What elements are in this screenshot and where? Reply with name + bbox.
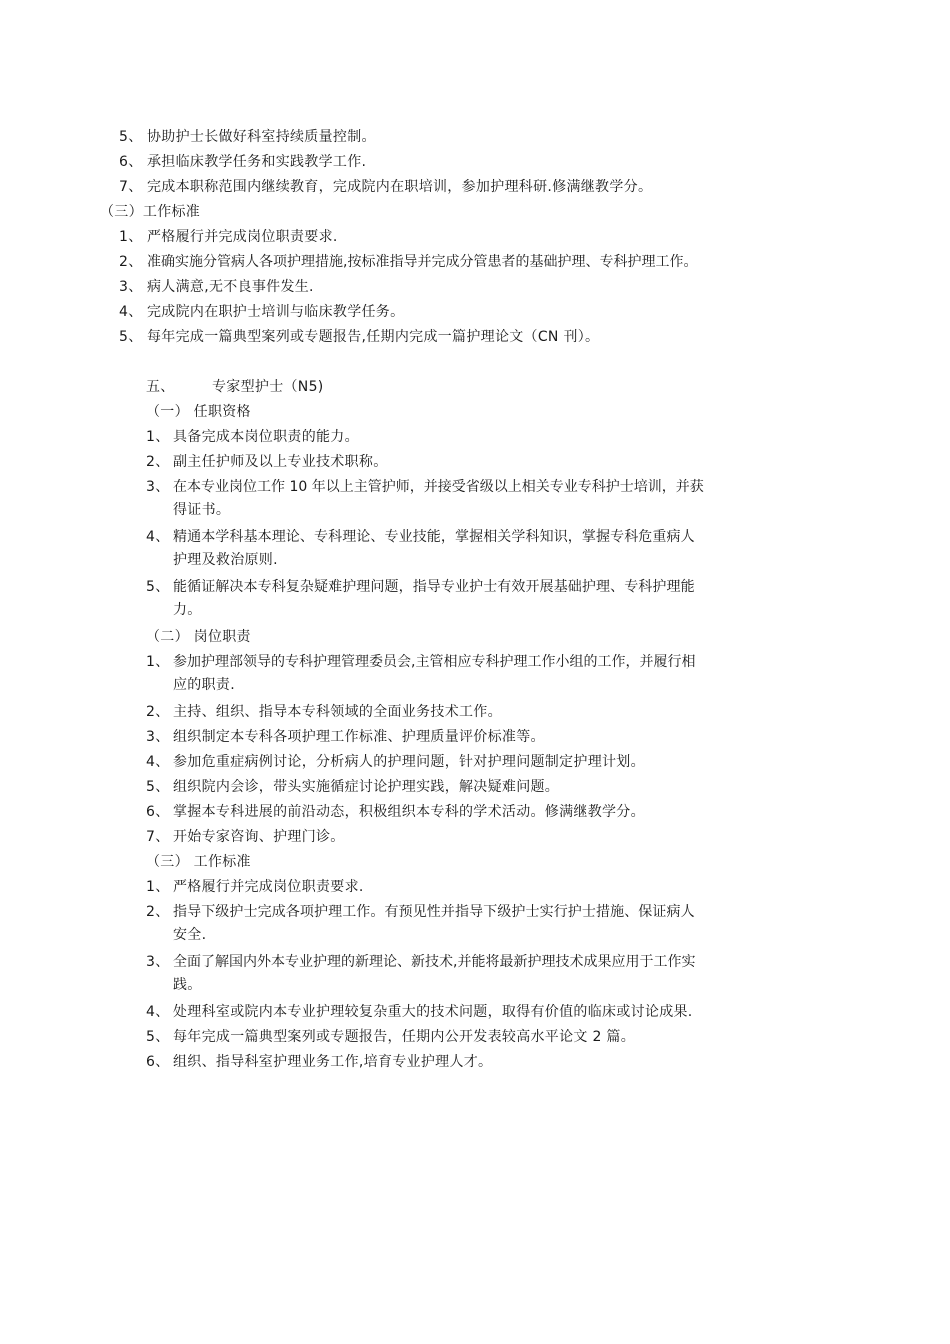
list-item	[146, 803, 645, 821]
item-number: 4、	[146, 1004, 170, 1020]
item-number: 3、	[146, 729, 170, 745]
item-number: 2、	[146, 904, 170, 920]
item-number: 5、	[146, 579, 170, 595]
item-text: 严格履行并完成岗位职责要求.	[147, 229, 338, 245]
item-text: 组织制定本专科各项护理工作标准、护理质量评价标准等。	[173, 729, 545, 745]
item-text-continued: 践。	[173, 977, 202, 993]
item-number: 3、	[146, 954, 170, 970]
list-item	[119, 328, 599, 346]
item-number: 1、	[119, 229, 143, 245]
item-number: 5、	[119, 329, 143, 345]
item-number: 7、	[146, 829, 170, 845]
list-item	[146, 653, 695, 671]
item-number: 6、	[146, 1054, 170, 1070]
item-text: 严格履行并完成岗位职责要求.	[173, 879, 364, 895]
list-item	[146, 753, 645, 771]
list-item	[146, 703, 502, 721]
item-text: 参加护理部领导的专科护理管理委员会,主管相应专科护理工作小组的工作，并履行相	[173, 654, 696, 670]
item-text: 协助护士长做好科室持续质量控制。	[147, 129, 376, 145]
list-item	[119, 253, 697, 271]
list-item	[146, 453, 388, 471]
item-text: 完成院内在职护士培训与临床教学任务。	[147, 304, 405, 320]
item-text: 承担临床教学任务和实践教学工作.	[147, 154, 367, 170]
subsection-heading: （三） 工作标准	[146, 854, 251, 870]
list-item	[146, 728, 545, 746]
item-number: 1、	[146, 879, 170, 895]
section-title-text: 专家型护士（N5)	[212, 379, 324, 395]
list-item	[146, 1003, 693, 1021]
item-text: 病人满意,无不良事件发生.	[147, 279, 314, 295]
item-number: 6、	[146, 804, 170, 820]
list-item	[146, 828, 345, 846]
item-text: 在本专业岗位工作 10 年以上主管护师，并接受省级以上相关专业专科护士培训，并获	[173, 479, 704, 495]
item-text: 每年完成一篇典型案列或专题报告，任期内公开发表较高水平论文 2 篇。	[173, 1029, 636, 1045]
item-number: 2、	[119, 254, 143, 270]
item-number: 2、	[146, 704, 170, 720]
item-text-continued: 护理及救治原则.	[173, 552, 278, 568]
item-text: 处理科室或院内本专业护理较复杂重大的技术问题，取得有价值的临床或讨论成果.	[173, 1004, 693, 1020]
item-text: 能循证解决本专科复杂疑难护理问题，指导专业护士有效开展基础护理、专科护理能	[173, 579, 695, 595]
item-text: 主持、组织、指导本专科领域的全面业务技术工作。	[173, 704, 502, 720]
item-number: 5、	[146, 1029, 170, 1045]
list-item	[119, 228, 338, 246]
list-item	[146, 528, 695, 546]
subsection-heading: （二） 岗位职责	[146, 629, 251, 645]
item-text: 开始专家咨询、护理门诊。	[173, 829, 345, 845]
list-item	[146, 953, 695, 971]
list-item	[119, 178, 652, 196]
section-heading: （三）工作标准	[100, 204, 201, 220]
item-number: 4、	[146, 529, 170, 545]
item-number: 4、	[119, 304, 143, 320]
item-text: 指导下级护士完成各项护理工作。有预见性并指导下级护士实行护士措施、保证病人	[173, 904, 695, 920]
item-number: 6、	[119, 154, 143, 170]
list-item	[119, 278, 314, 296]
item-number: 4、	[146, 754, 170, 770]
item-number: 5、	[146, 779, 170, 795]
item-number: 1、	[146, 429, 170, 445]
list-item	[146, 578, 695, 596]
item-text: 掌握本专科进展的前沿动态，积极组织本专科的学术活动。修满继教学分。	[173, 804, 645, 820]
list-item	[146, 878, 364, 896]
list-item	[146, 903, 695, 921]
item-number: 1、	[146, 654, 170, 670]
item-text: 具备完成本岗位职责的能力。	[173, 429, 359, 445]
list-item	[146, 778, 559, 796]
item-text: 完成本职称范围内继续教育，完成院内在职培训，参加护理科研.修满继教学分。	[147, 179, 653, 195]
item-text: 精通本学科基本理论、专科理论、专业技能，掌握相关学科知识，掌握专科危重病人	[173, 529, 695, 545]
item-number: 7、	[119, 179, 143, 195]
list-item	[146, 1028, 635, 1046]
item-text: 副主任护师及以上专业技术职称。	[173, 454, 388, 470]
item-text: 全面了解国内外本专业护理的新理论、新技术,并能将最新护理技术成果应用于工作实	[173, 954, 696, 970]
item-text: 准确实施分管病人各项护理措施,按标准指导并完成分管患者的基础护理、专科护理工作。	[147, 254, 698, 270]
item-text-continued: 力。	[173, 602, 202, 618]
item-text: 组织、指导科室护理业务工作,培育专业护理人才。	[173, 1054, 493, 1070]
item-number: 3、	[146, 479, 170, 495]
list-item	[146, 1053, 492, 1071]
item-number: 5、	[119, 129, 143, 145]
item-text-continued: 应的职责.	[173, 677, 235, 693]
item-text-continued: 得证书。	[173, 502, 231, 518]
item-text: 组织院内会诊，带头实施循症讨论护理实践，解决疑难问题。	[173, 779, 560, 795]
section-title	[146, 378, 324, 396]
list-item	[146, 428, 359, 446]
item-number: 2、	[146, 454, 170, 470]
list-item	[119, 303, 404, 321]
list-item	[119, 153, 366, 171]
subsection-heading: （一） 任职资格	[146, 404, 251, 420]
item-text: 每年完成一篇典型案列或专题报告,任期内完成一篇护理论文（CN 刊）。	[147, 329, 600, 345]
list-item	[146, 478, 704, 496]
item-text-continued: 安全.	[173, 927, 207, 943]
item-text: 参加危重症病例讨论，分析病人的护理问题，针对护理问题制定护理计划。	[173, 754, 645, 770]
section-number: 五、	[146, 379, 175, 395]
list-item	[119, 128, 376, 146]
item-number: 3、	[119, 279, 143, 295]
